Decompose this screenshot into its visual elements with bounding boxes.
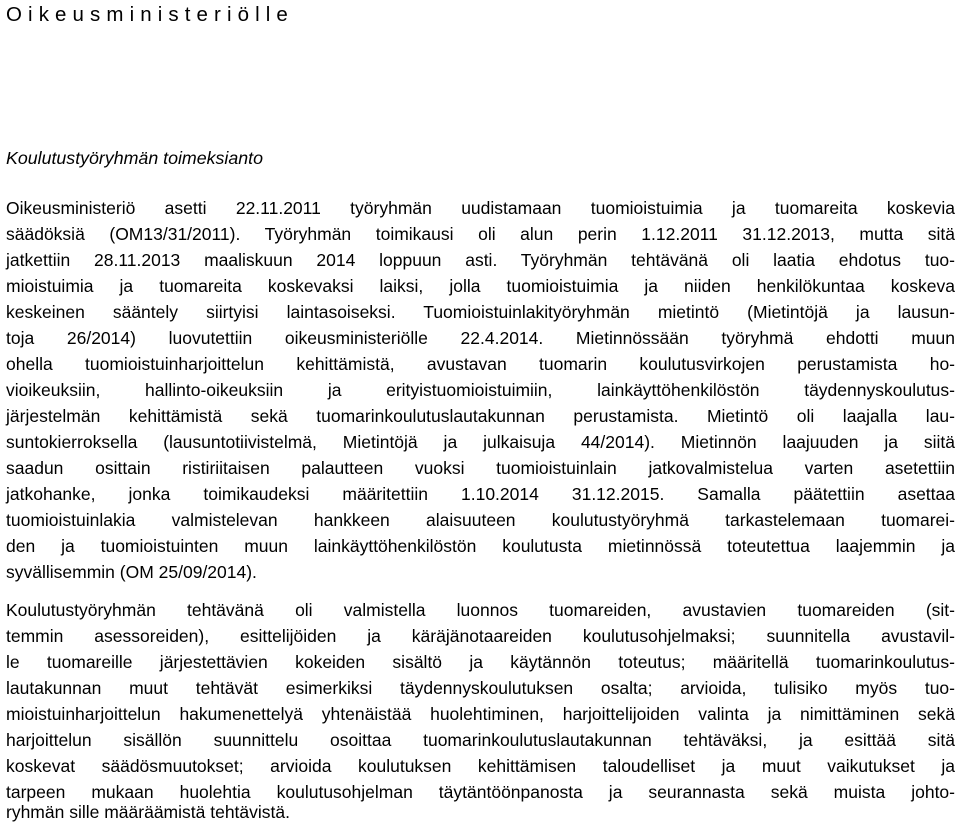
text-line: le tuomareille järjestettävien kokeiden sisältö ja käytännön toteutus; määritellä tuomarinkoulutus- <box>6 652 955 672</box>
text-line: harjoittelun sisällön suunnittelu osoittaa tuomarinkoulutuslautakunnan tehtäväksi, ja esittää sitä <box>6 730 955 750</box>
text-line: jatkohanke, jonka toimikaudeksi määritettiin 1.10.2014 31.12.2015. Samalla päätettiin asettaa <box>6 484 955 504</box>
text-line: ohella tuomioistuinharjoittelun kehittämistä, avustavan tuomarin koulutusvirkojen perustamista ho- <box>6 354 955 374</box>
text-line: saadun osittain ristiriitaisen palautteen vuoksi tuomioistuinlain jatkovalmistelua varten asetettiin <box>6 458 955 478</box>
text-line: koskevat säädösmuutokset; arvioida koulutuksen kehittämisen taloudelliset ja muut vaikutukset ja <box>6 756 955 776</box>
text-line: suntokierroksella (lausuntotiivistelmä, Mietintöjä ja julkaisuja 44/2014). Mietinnön laajuuden ja siitä <box>6 432 955 452</box>
text-line: lautakunnan muut tehtävät esimerkiksi täydennyskoulutuksen osalta; arvioida, tulisiko myös tuo- <box>6 678 955 698</box>
text-line: tuomioistuinlakia valmistelevan hankkeen alaisuuteen koulutustyöryhmä tarkastelemaan tuomarei- <box>6 510 955 530</box>
text-line: keskeinen sääntely siirtyisi laintasoiseksi. Tuomioistuinlakityöryhmän mietintö (Mietintöjä ja lausun- <box>6 302 955 322</box>
text-line: syvällisemmin (OM 25/09/2014). <box>6 562 257 582</box>
text-line: Oikeusministeriö asetti 22.11.2011 työryhmän uudistamaan tuomioistuimia ja tuomareita koskevia <box>6 198 955 218</box>
text-line: mioistuinharjoittelun hakumenettelyä yhtenäistää huolehtiminen, harjoittelijoiden valinta ja nimittäminen sekä <box>6 704 955 724</box>
text-line: tarpeen mukaan huolehtia koulutusohjelman täytäntöönpanosta ja seurannasta sekä muista johto- <box>6 782 955 802</box>
text-line: järjestelmän kehittämistä sekä tuomarinkoulutuslautakunnan perustamista. Mietintö oli laajalla lau- <box>6 406 955 426</box>
text-line: säädöksiä (OM13/31/2011). Työryhmän toimikausi oli alun perin 1.12.2011 31.12.2013, mutta sitä <box>6 224 955 244</box>
text-line: mioistuimia ja tuomareita koskevaksi laiksi, jolla tuomioistuimia ja niiden henkilökuntaa koskeva <box>6 276 955 296</box>
text-line: jatkettiin 28.11.2013 maaliskuun 2014 loppuun asti. Työryhmän tehtävänä oli laatia ehdotus tuo- <box>6 250 955 270</box>
text-line: vioikeuksiin, hallinto-oikeuksiin ja erityistuomioistuimiin, lainkäyttöhenkilöstön täydennyskoulutus- <box>6 380 955 400</box>
text-line: temmin asessoreiden), esittelijöiden ja käräjänotaareiden koulutusohjelmaksi; suunnitella avustavil- <box>6 626 955 646</box>
text-line: Koulutustyöryhmän tehtävänä oli valmistella luonnos tuomareiden, avustavien tuomareiden (sit- <box>6 600 955 620</box>
text-line: toja 26/2014) luovutettiin oikeusministeriölle 22.4.2014. Mietinnössään työryhmä ehdotti muun <box>6 328 955 348</box>
document-header: Oikeusministeriölle <box>6 3 294 26</box>
section-title: Koulutustyöryhmän toimeksianto <box>6 148 263 168</box>
text-line: den ja tuomioistuinten muun lainkäyttöhenkilöstön koulutusta mietinnössä toteutettua laajemmin ja <box>6 536 955 556</box>
text-line: ryhmän sille määräämistä tehtävistä. <box>6 802 290 822</box>
